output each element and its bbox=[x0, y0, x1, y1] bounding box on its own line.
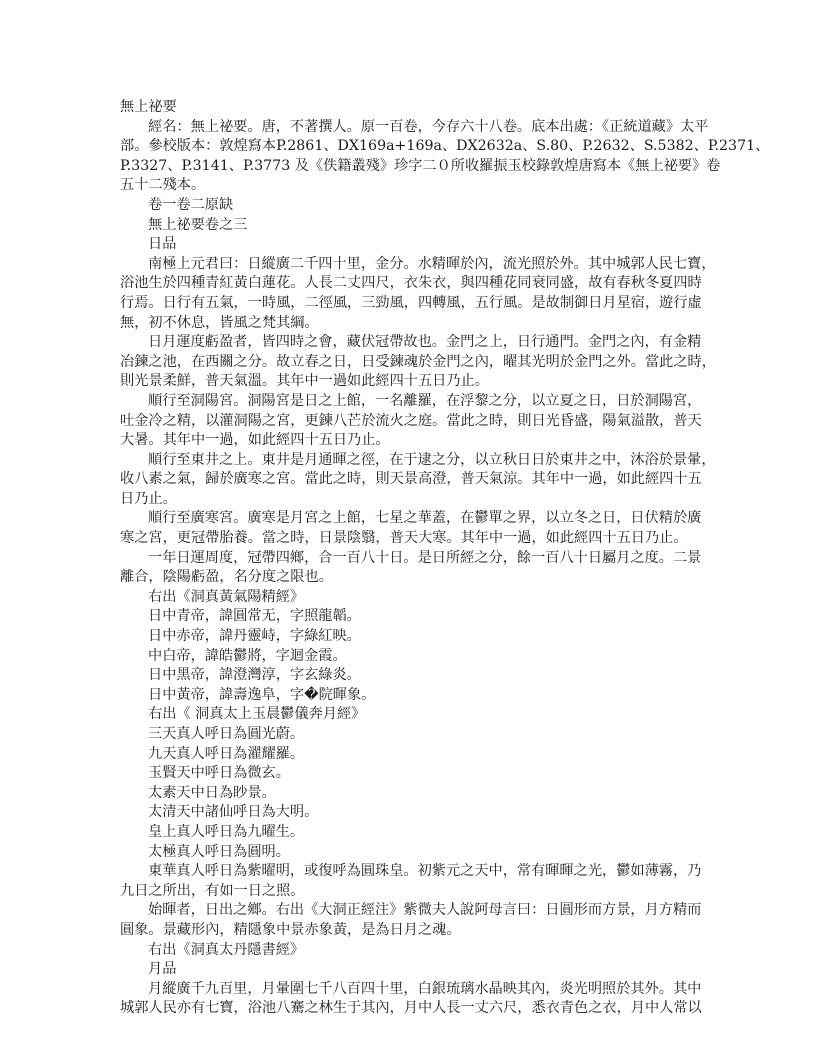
list-item: 三天真人呼日為圓光蔚。 bbox=[148, 726, 305, 742]
list-item: 日中青帝，諱圓常无，字照龍韜。 bbox=[148, 608, 361, 625]
list-item: 玉賢天中呼日為微玄。 bbox=[148, 765, 290, 782]
list-item: 太極真人呼日為圓明。 bbox=[148, 843, 290, 860]
paragraph-line: 月縱廣千九百里，月暈圍七千八百四十里，白銀琉璃水晶映其內，炎光明照於其外。其中 bbox=[148, 980, 702, 997]
paragraph-line: 寒之宮，更冠帶胎養。當之時，日景陰翳，普天大寒。其年中一過，如此經四十五日乃止。 bbox=[120, 530, 688, 547]
paragraph-line: 收八素之氣，歸於廣寒之宮。當此之時，則天景高澄，普天氣涼。其年中一過，如此經四十五 bbox=[120, 471, 702, 488]
paragraph-line: P.3327、P.3141、P.3773 及《佚籍叢殘》珍字二０所收羅振玉校錄敦煌唐寫本《無上祕要》卷 bbox=[120, 157, 721, 174]
paragraph-line: 日月運度虧盈者，皆四時之會，藏伏冠帶故也。金門之上，日行通門。金門之內，有金精 bbox=[148, 334, 702, 351]
list-item: 皇上真人呼日為九曜生。 bbox=[148, 823, 305, 840]
source-citation: 右出《洞真黃氣陽精經》 bbox=[148, 588, 305, 605]
paragraph-line: 一年日運周度，冠帶四鄉，合一百八十日。是日所經之分，餘一百八十日屬月之度。二景 bbox=[148, 549, 702, 566]
list-item: 日中黃帝，諱壽逸阜，字�院暉象。 bbox=[148, 686, 376, 703]
paragraph-line: 始暉者，日出之鄉。右出《大洞正經注》紫微夫人說阿母言曰：日圓形而方景，月方精而 bbox=[148, 902, 702, 919]
paragraph-line: 南極上元君曰：日縱廣二千四十里，金分。水精暉於內，流光照於外。其中城郭人民七寶， bbox=[148, 255, 716, 272]
list-item: 九天真人呼日為濯耀羅。 bbox=[148, 745, 305, 762]
section-note: 卷一卷二原缺 bbox=[148, 196, 234, 213]
paragraph-line: 東華真人呼日為紫曜明，或復呼為圓珠皇。初紫元之天中，常有暉暉之光，鬱如薄霧，乃 bbox=[148, 863, 702, 880]
paragraph-line: 城郭人民亦有七寶，浴池八騫之林生于其內，月中人長一丈六尺，悉衣青色之衣，月中人常以 bbox=[120, 1000, 702, 1017]
paragraph-line: 五十二殘本。 bbox=[120, 177, 206, 194]
list-item: 中白帝，諱皓鬱將，字迴金霞。 bbox=[148, 647, 347, 664]
paragraph-line: 順行至廣寒宮。廣寒是月宮之上館，七星之華蓋，在鬱單之界，以立冬之日，日伏精於廣 bbox=[148, 510, 702, 527]
volume-heading: 無上祕要卷之三 bbox=[148, 216, 248, 233]
paragraph-line: 順行至東井之上。東井是月通暉之徑，在于逮之分，以立秋日日於東井之中，沐浴於景暈， bbox=[148, 451, 716, 468]
paragraph-line: 浴池生於四種青紅黃白蓮花。人長二丈四尺，衣朱衣，與四種花同衰同盛，故有春秋冬夏四時 bbox=[120, 275, 702, 292]
paragraph-line: 順行至洞陽宮。洞陽宮是日之上館，一名離羅，在浮黎之分，以立夏之日，日於洞陽宮， bbox=[148, 392, 702, 409]
paragraph-line: 日乃止。 bbox=[120, 490, 177, 507]
section-heading-ri-pin: 日品 bbox=[148, 236, 177, 253]
source-citation: 右出《 洞真太上玉晨鬱儀奔月經》 bbox=[148, 706, 366, 723]
paragraph-line: 經名：無上祕要。唐，不著撰人。原一百卷，今存六十八卷。底本出處：《正統道藏》太平 bbox=[148, 118, 709, 135]
paragraph-line: 九日之所出，有如一日之照。 bbox=[120, 882, 305, 899]
document-page bbox=[120, 98, 770, 1019]
section-heading-yue-pin: 月品 bbox=[148, 961, 177, 978]
list-item: 太清天中諸仙呼日為大明。 bbox=[148, 804, 319, 821]
list-item: 日中赤帝，諱丹靈峙，字綠紅映。 bbox=[148, 628, 361, 645]
paragraph-line: 則光景柔鮮，普天氣溫。其年中一過如此經四十五日乃止。 bbox=[120, 373, 489, 390]
paragraph-line: 吐金冷之精，以灌洞陽之宮，更鍊八芒於流火之庭。當此之時，則日光昏盛，陽氣溢散，普天 bbox=[120, 412, 702, 429]
source-citation: 右出《洞真太丹隱書經》 bbox=[148, 941, 305, 958]
paragraph-line: 部。參校版本：敦煌寫本P.2861、DX169a+169a、DX2632a、S.80、P.2632、S.5382、P.2371、 bbox=[120, 138, 770, 155]
doc-title: 無上祕要 bbox=[120, 99, 177, 115]
paragraph-line: 無，初不休息，皆風之梵其綱。 bbox=[120, 314, 319, 331]
list-item: 日中黑帝，諱澄灣淳，字玄綠炎。 bbox=[148, 667, 361, 684]
paragraph-line: 圓象。景藏形內，精隱象中景赤象黃，是為日月之魂。 bbox=[120, 921, 461, 938]
list-item: 太素天中日為眇景。 bbox=[148, 784, 276, 801]
paragraph-line: 離合，陰陽虧盈，名分度之限也。 bbox=[120, 569, 333, 586]
paragraph-line: 大暑。其年中一過，如此經四十五日乃止。 bbox=[120, 432, 390, 449]
paragraph-line: 行焉。日行有五氣，一時風，二徑風，三勁風，四轉風，五行風。是故制御日月星宿，遊行虛 bbox=[120, 294, 702, 311]
paragraph-line: 冶鍊之池，在西關之分。故立春之日，日受鍊魂於金門之內，曜其光明於金門之外。當此之時， bbox=[120, 353, 716, 370]
